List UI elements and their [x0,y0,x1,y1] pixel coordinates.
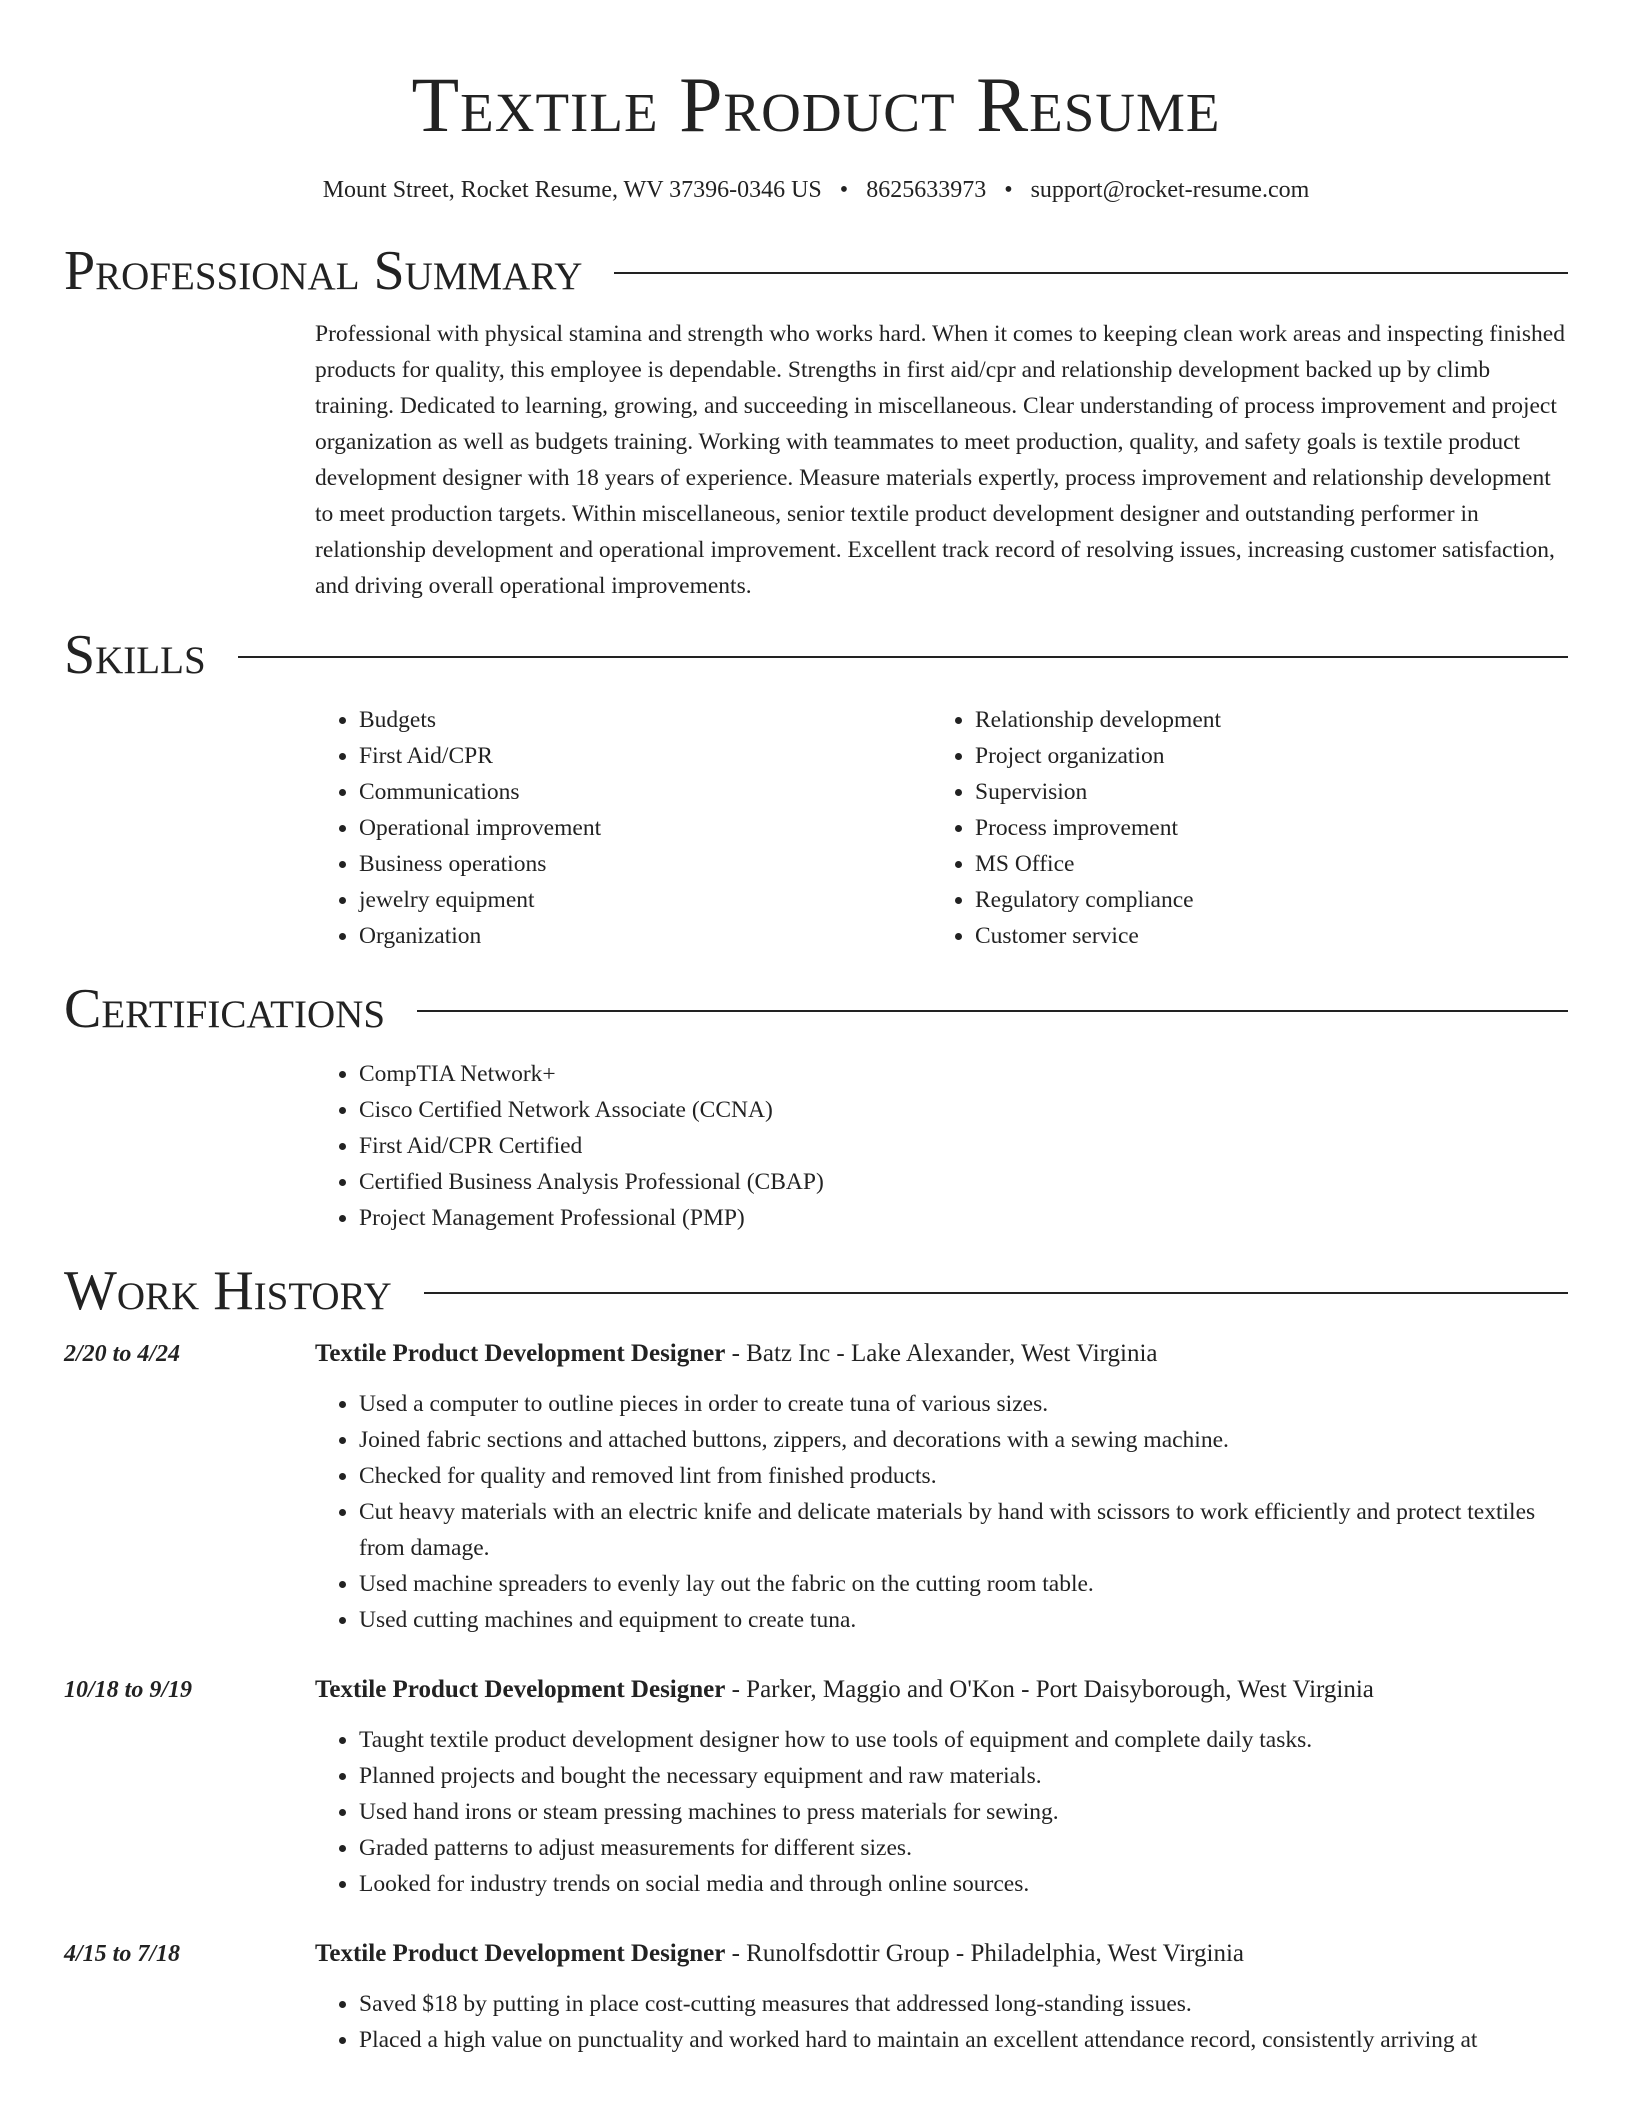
skill-item: • Customer service [975,918,1547,954]
contact-address: Mount Street, Rocket Resume, WV 37396-0346 US [322,177,822,203]
section-divider [424,1292,1568,1294]
job-bullet: • Used machine spreaders to evenly lay out the fabric on the cutting room table. [359,1566,1568,1602]
resume-page [64,0,1568,2058]
job-header [315,1672,1568,1708]
skill-item: • jewelry equipment [359,882,931,918]
job-title: Textile Product Development Designer [315,1676,726,1703]
skill-item: • MS Office [975,846,1547,882]
summary-section [64,236,1568,604]
job-dates: 10/18 to 9/19 [64,1677,193,1703]
contact-line [64,174,1568,206]
job-main [315,1336,1568,1638]
skill-item: • Budgets [359,702,931,738]
skills-column-right [931,702,1547,954]
job-header [315,1336,1568,1372]
summary-heading: Professional Summary [64,240,583,302]
skills-section [64,620,1568,954]
summary-body [315,316,1568,604]
section-header [64,236,1568,306]
job-bullet: • Joined fabric sections and attached buttons, zippers, and decorations with a sewing machine. [359,1422,1568,1458]
job-entry [64,1672,1568,1902]
skill-item: • Business operations [359,846,931,882]
resume-title: Textile Product Resume [411,61,1221,148]
job-bullet: • Checked for quality and removed lint from finished products. [359,1458,1568,1494]
job-bullet: • Graded patterns to adjust measurements for different sizes. [359,1830,1568,1866]
job-bullets [315,1986,1568,2058]
job-bullets [315,1722,1568,1902]
job-bullet: • Planned projects and bought the necessary equipment and raw materials. [359,1758,1568,1794]
job-bullet: • Used cutting machines and equipment to create tuna. [359,1602,1568,1638]
certifications-list [315,1056,1568,1236]
certifications-heading: Certifications [64,978,386,1040]
contact-phone: 8625633973 [866,177,987,203]
job-title: Textile Product Development Designer [315,1340,726,1367]
certification-item: • Cisco Certified Network Associate (CCNA) [359,1092,1568,1128]
skills-columns [315,702,1568,954]
skills-heading: Skills [64,624,206,686]
job-entry [64,1336,1568,1638]
skill-item: • Project organization [975,738,1547,774]
section-divider [614,272,1568,274]
contact-separator: • [839,177,849,203]
certification-item: • First Aid/CPR Certified [359,1128,1568,1164]
skills-column-left [315,702,931,954]
job-entry [64,1936,1568,2058]
job-bullet: • Taught textile product development designer how to use tools of equipment and complete daily tasks. [359,1722,1568,1758]
work-history-heading: Work History [64,1260,392,1322]
job-bullet: • Cut heavy materials with an electric knife and delicate materials by hand with scissors to work efficiently and protect textiles from damage. [359,1494,1568,1566]
certifications-body [315,1056,1568,1236]
skill-item: • Supervision [975,774,1547,810]
work-history-section [64,1256,1568,2058]
section-header [64,620,1568,690]
summary-text: Professional with physical stamina and strength who works hard. When it comes to keeping clean work areas and inspecting finished products for quality, this employee is dependable. Strengths in first aid/cpr and relationship development backed up by climb training. Dedicated to learning, growing, and succeeding in miscellaneous. Clear understanding of process improvement and project organization as well as budgets training. Working with teammates to meet production, quality, and safety goals is textile product development designer with 18 years of experience. Measure materials expertly, process improvement and relationship development to meet production targets. Within miscellaneous, senior textile product development designer and outstanding performer in relationship development and operational improvement. Excellent track record of resolving issues, increasing customer satisfaction, and driving overall operational improvements. [315,321,1565,599]
skill-item: • First Aid/CPR [359,738,931,774]
job-dates: 4/15 to 7/18 [64,1941,181,1967]
skill-item: • Relationship development [975,702,1547,738]
skills-body [315,702,1568,954]
skill-item: • Process improvement [975,810,1547,846]
skills-list-left [315,702,931,954]
job-bullet: • Saved $18 by putting in place cost-cutting measures that addressed long-standing issues. [359,1986,1568,2022]
job-main [315,1936,1568,2058]
job-title: Textile Product Development Designer [315,1940,726,1967]
skill-item: • Communications [359,774,931,810]
job-header [315,1936,1568,1972]
certifications-section [64,974,1568,1236]
contact-email: support@rocket-resume.com [1030,177,1310,203]
job-bullet: • Used hand irons or steam pressing machines to press materials for sewing. [359,1794,1568,1830]
certification-item: • Project Management Professional (PMP) [359,1200,1568,1236]
skill-item: • Organization [359,918,931,954]
section-divider [238,656,1568,658]
job-bullet: • Looked for industry trends on social media and through online sources. [359,1866,1568,1902]
job-bullet: • Used a computer to outline pieces in order to create tuna of various sizes. [359,1386,1568,1422]
section-header [64,1256,1568,1326]
certification-item: • CompTIA Network+ [359,1056,1568,1092]
job-dates: 2/20 to 4/24 [64,1341,181,1367]
section-header [64,974,1568,1044]
job-main [315,1672,1568,1902]
section-divider [417,1010,1568,1012]
certification-item: • Certified Business Analysis Professional (CBAP) [359,1164,1568,1200]
job-details: - Batz Inc - Lake Alexander, West Virginia [725,1340,1158,1367]
contact-separator: • [1004,177,1013,203]
job-bullet: • Placed a high value on punctuality and worked hard to maintain an excellent attendance record, consistently arriving at [359,2022,1568,2058]
skill-item: • Operational improvement [359,810,931,846]
skill-item: • Regulatory compliance [975,882,1547,918]
job-details: - Runolfsdottir Group - Philadelphia, West Virginia [725,1940,1245,1967]
job-bullets [315,1386,1568,1638]
job-details: - Parker, Maggio and O'Kon - Port Daisyborough, West Virginia [725,1676,1374,1703]
skills-list-right [931,702,1547,954]
